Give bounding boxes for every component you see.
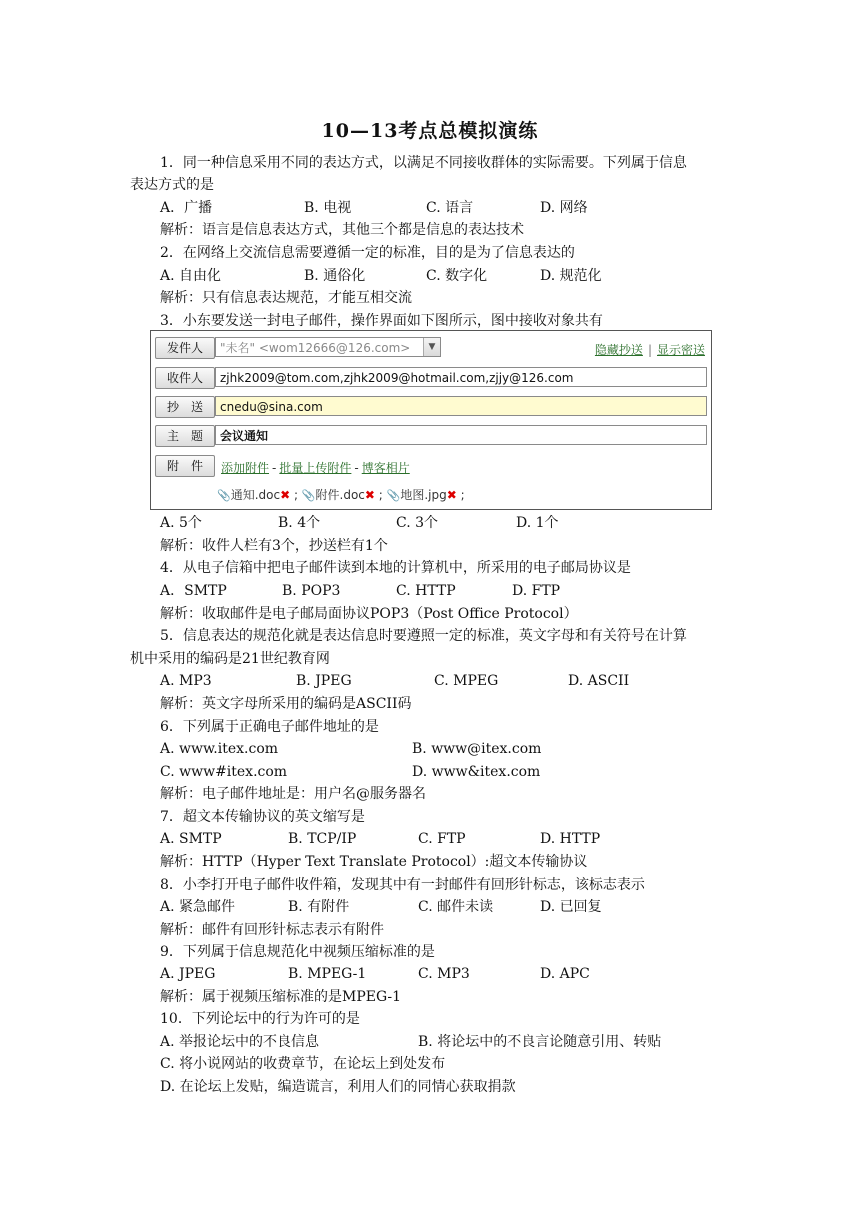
q1-option-c: C. 语言 [426, 200, 474, 216]
chevron-down-icon[interactable]: ▼ [423, 338, 440, 356]
q6-analysis: 解析：电子邮件地址是：用户名@服务器名 [160, 786, 426, 802]
q6-option-a: A. www.itex.com [160, 741, 279, 757]
cc-bcc-links [595, 341, 705, 358]
link-separator: | [647, 343, 652, 357]
q8-option-b: B. 有附件 [288, 899, 350, 915]
q2-option-d: D. 规范化 [540, 268, 602, 284]
blog-photos-link[interactable]: 博客相片 [361, 461, 410, 475]
attached-file-1: 通知.doc [230, 488, 281, 502]
q9-option-a: A. JPEG [160, 966, 216, 982]
q7-option-a: A. SMTP [160, 831, 222, 847]
q10-option-d: D. 在论坛上发贴，编造谎言，利用人们的同情心获取捐款 [160, 1079, 516, 1095]
q1-option-a: A．广播 [160, 200, 213, 216]
q9-option-d: D. APC [540, 966, 590, 982]
hide-cc-link[interactable]: 隐藏抄送 [594, 343, 643, 357]
q6-option-c: C. www#itex.com [160, 764, 288, 780]
recipient-field[interactable]: zjhk2009@tom.com,zjhk2009@hotmail.com,zjjy@126.com [215, 367, 707, 387]
email-compose-figure [150, 330, 712, 510]
add-attachment-link[interactable]: 添加附件 [221, 461, 270, 475]
q1-option-d: D. 网络 [540, 200, 588, 216]
q1-analysis: 解析：语言是信息表达方式，其他三个都是信息的表达技术 [160, 222, 524, 238]
question-1-line-2: 表达方式的是 [130, 177, 214, 193]
question-10-line-1: 10．下列论坛中的行为许可的是 [160, 1011, 360, 1027]
q6-option-b: B. www@itex.com [412, 741, 542, 757]
subject-field[interactable]: 会议通知 [215, 425, 707, 445]
remove-file-icon[interactable]: ✖ [280, 488, 291, 502]
q4-option-b: B. POP3 [282, 583, 341, 599]
q1-option-b: B. 电视 [304, 200, 352, 216]
question-7-line-1: 7．超文本传输协议的英文缩写是 [160, 809, 365, 825]
q7-analysis: 解析：HTTP（Hyper Text Translate Protocol）:超文本传输协议 [160, 854, 588, 870]
q4-option-c: C. HTTP [396, 583, 456, 599]
q6-option-d: D. www&itex.com [412, 764, 541, 780]
question-4-line-1: 4．从电子信箱中把电子邮件读到本地的计算机中，所采用的电子邮局协议是 [160, 560, 631, 576]
question-8-line-1: 8．小李打开电子邮件收件箱，发现其中有一封邮件有回形针标志，该标志表示 [160, 877, 645, 893]
batch-upload-link[interactable]: 批量上传附件 [279, 461, 352, 475]
remove-file-icon[interactable]: ✖ [446, 488, 457, 502]
paperclip-icon: 📎 [301, 489, 316, 502]
attached-files: 📎通知.doc✖ ; 📎附件.doc✖ ; 📎地图.jpg✖ ; [217, 488, 465, 502]
q2-option-a: A. 自由化 [160, 268, 222, 284]
sender-select[interactable] [215, 337, 441, 357]
cc-button[interactable]: 抄 送 [155, 396, 215, 418]
q8-option-d: D. 已回复 [540, 899, 602, 915]
paperclip-icon: 📎 [386, 489, 401, 502]
q3-option-c: C. 3个 [396, 515, 439, 531]
question-5-line-2: 机中采用的编码是21世纪教育网 [130, 651, 330, 667]
q10-option-b: B. 将论坛中的不良言论随意引用、转贴 [418, 1034, 662, 1050]
q9-analysis: 解析：属于视频压缩标准的是MPEG-1 [160, 989, 402, 1005]
q4-analysis: 解析：收取邮件是电子邮局面协议POP3（Post Office Protocol） [160, 606, 578, 622]
recipient-button[interactable]: 收件人 [155, 367, 215, 389]
q2-option-c: C. 数字化 [426, 268, 488, 284]
attached-file-3: 地图.jpg [400, 488, 447, 502]
cc-field[interactable]: cnedu@sina.com [215, 396, 707, 416]
q3-option-b: B. 4个 [278, 515, 321, 531]
q10-option-c: C. 将小说网站的收费章节，在论坛上到处发布 [160, 1056, 446, 1072]
q10-option-a: A. 举报论坛中的不良信息 [160, 1034, 320, 1050]
question-3-line-1: 3．小东要发送一封电子邮件，操作界面如下图所示，图中接收对象共有 [160, 313, 603, 329]
q3-option-a: A. 5个 [160, 515, 202, 531]
attachment-links: 添加附件 - 批量上传附件 - 博客相片 [221, 461, 410, 475]
sender-button[interactable]: 发件人 [155, 337, 215, 359]
subject-button: 主 题 [155, 425, 215, 447]
q2-option-b: B. 通俗化 [304, 268, 366, 284]
paperclip-icon: 📎 [217, 489, 231, 502]
q5-option-b: B. JPEG [296, 673, 352, 689]
q7-option-d: D. HTTP [540, 831, 601, 847]
q8-option-a: A. 紧急邮件 [160, 899, 236, 915]
q9-option-c: C. MP3 [418, 966, 470, 982]
q3-option-d: D. 1个 [516, 515, 559, 531]
question-2-line-1: 2．在网络上交流信息需要遵循一定的标准，目的是为了信息表达的 [160, 245, 575, 261]
q5-analysis: 解析：英文字母所采用的编码是ASCII码 [160, 696, 412, 712]
q4-option-a: A．SMTP [160, 583, 227, 599]
q3-analysis: 解析：收件人栏有3个，抄送栏有1个 [160, 538, 388, 554]
page-title: 10—13考点总模拟演练 [321, 120, 539, 142]
attachment-button[interactable]: 附 件 [155, 455, 215, 477]
q8-option-c: C. 邮件未读 [418, 899, 494, 915]
attached-file-2: 附件.doc [315, 488, 365, 502]
question-1-line-1: 1．同一种信息采用不同的表达方式，以满足不同接收群体的实际需要。下列属于信息 [160, 155, 687, 171]
remove-file-icon[interactable]: ✖ [364, 488, 375, 502]
q5-option-a: A. MP3 [160, 673, 212, 689]
sender-value: "未名" <wom12666@126.com> [220, 341, 411, 355]
q7-option-b: B. TCP/IP [288, 831, 357, 847]
q2-analysis: 解析：只有信息表达规范，才能互相交流 [160, 290, 412, 306]
show-bcc-link[interactable]: 显示密送 [656, 343, 705, 357]
q7-option-c: C. FTP [418, 831, 466, 847]
q8-analysis: 解析：邮件有回形针标志表示有附件 [160, 922, 384, 938]
question-9-line-1: 9．下列属于信息规范化中视频压缩标准的是 [160, 944, 435, 960]
q9-option-b: B. MPEG-1 [288, 966, 367, 982]
question-5-line-1: 5．信息表达的规范化就是表达信息时要遵照一定的标准，英文字母和有关符号在计算 [160, 628, 687, 644]
question-6-line-1: 6．下列属于正确电子邮件地址的是 [160, 719, 379, 735]
q5-option-d: D. ASCII [568, 673, 630, 689]
q5-option-c: C. MPEG [434, 673, 499, 689]
q4-option-d: D. FTP [512, 583, 561, 599]
